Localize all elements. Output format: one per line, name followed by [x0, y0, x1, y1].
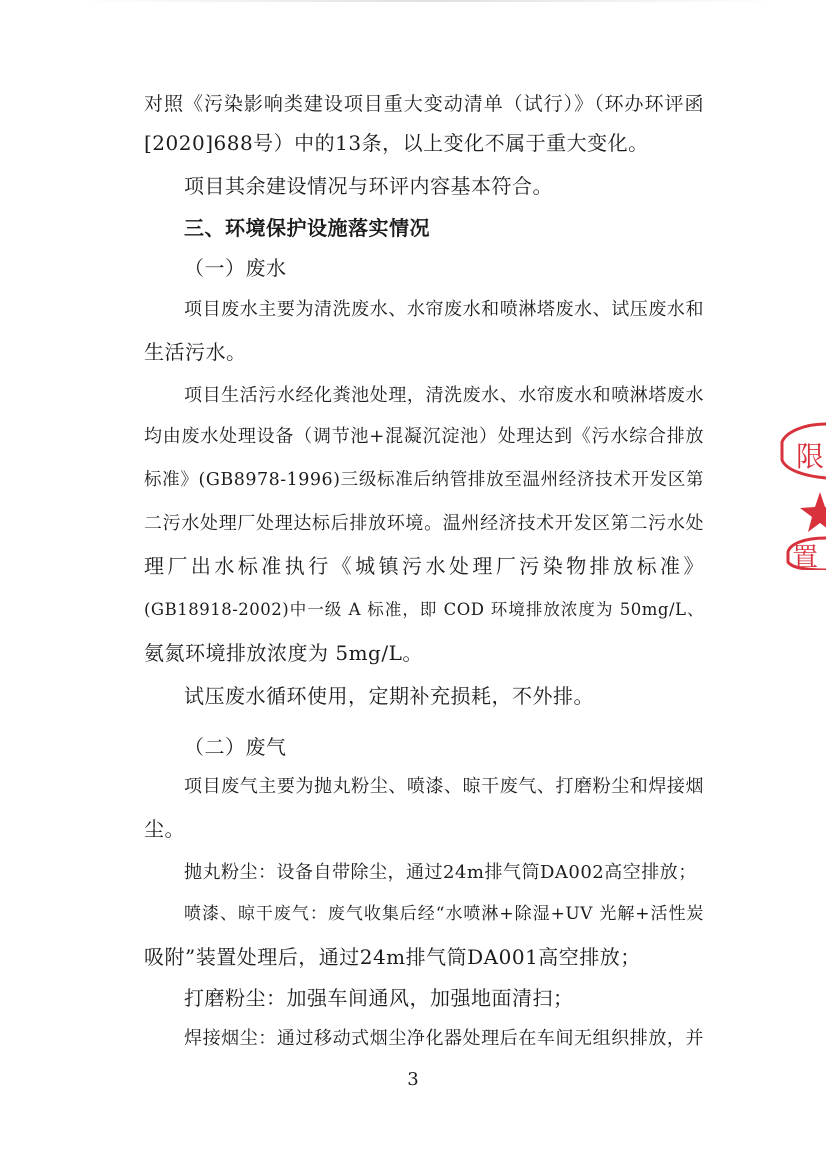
section-heading: 三、环境保护设施落实情况 — [184, 216, 430, 240]
seal-char-bottom: 置 — [792, 543, 819, 570]
subsection-heading: （二）废气 — [184, 735, 287, 759]
text-line: [2020]688号）中的13条，以上变化不属于重大变化。 — [144, 131, 649, 155]
text-line: (GB18918-2002)中一级 A 标准，即 COD 环境排放浓度为 50mg/L、 — [144, 600, 704, 619]
text-line: 标准》(GB8978-1996)三级标准后纳管排放至温州经济技术开发区第 — [144, 470, 704, 490]
text-line: 项目其余建设情况与环评内容基本符合。 — [184, 174, 553, 198]
subsection-heading: （一）废水 — [184, 256, 287, 280]
text-line: 氨氮环境排放浓度为 5mg/L。 — [144, 641, 423, 665]
seal-star-icon — [800, 492, 826, 532]
page-number: 3 — [407, 1069, 419, 1090]
text-line: 喷漆、晾干废气：废气收集后经“水喷淋+除湿+UV 光解+活性炭 — [184, 904, 704, 924]
text-line: 抛丸粉尘：设备自带除尘，通过24m排气筒DA002高空排放； — [184, 862, 697, 883]
scan-edge — [80, 0, 780, 2]
seal-char-top: 限 — [796, 440, 825, 473]
text-line: 对照《污染影响类建设项目重大变动清单（试行）》（环办环评函 — [144, 93, 704, 115]
text-line: 试压废水循环使用，定期补充损耗，不外排。 — [184, 684, 594, 708]
text-line: 吸附”装置处理后，通过24m排气筒DA001高空排放； — [144, 945, 641, 969]
text-line: 尘。 — [144, 817, 185, 841]
text-line: 项目废水主要为清洗废水、水帘废水和喷淋塔废水、试压废水和 — [184, 299, 704, 320]
red-seal-stamp-icon — [770, 420, 826, 570]
text-line: 二污水处理厂处理达标后排放环境。温州经济技术开发区第二污水处 — [144, 513, 704, 534]
text-line: 理厂出水标准执行《城镇污水处理厂污染物排放标准》 — [144, 554, 704, 578]
text-line: 均由废水处理设备（调节池+混凝沉淀池）处理达到《污水综合排放 — [144, 426, 704, 447]
text-line: 生活污水。 — [144, 340, 247, 364]
text-line: 项目生活污水经化粪池处理，清洗废水、水帘废水和喷淋塔废水 — [184, 385, 704, 406]
text-line: 项目废气主要为抛丸粉尘、喷漆、晾干废气、打磨粉尘和焊接烟 — [184, 776, 704, 797]
text-line: 打磨粉尘：加强车间通风，加强地面清扫； — [184, 986, 574, 1010]
text-line: 焊接烟尘：通过移动式烟尘净化器处理后在车间无组织排放，并 — [184, 1028, 704, 1049]
